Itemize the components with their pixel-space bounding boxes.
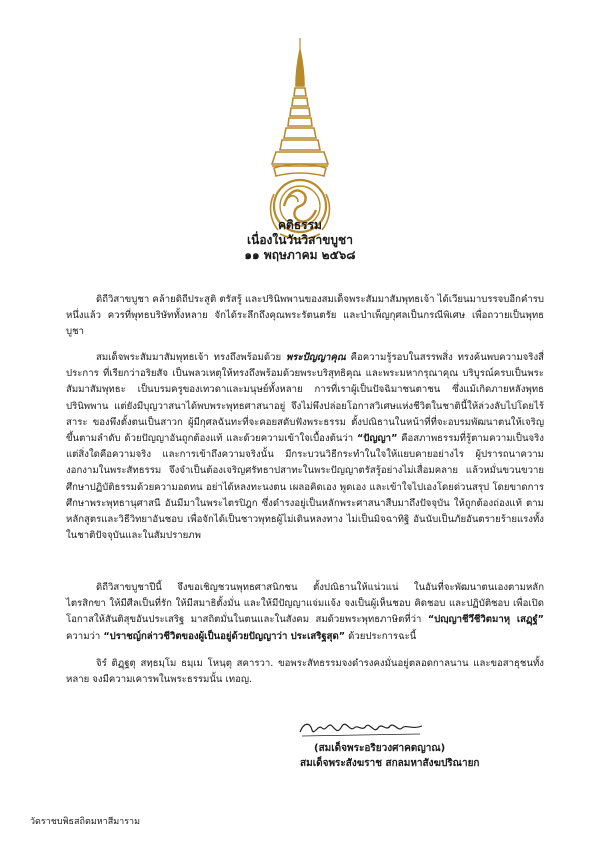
footer-note: วัดราชบพิธสถิตมหาสีมาราม <box>30 817 141 827</box>
paragraph-2-emphasis: พระปัญญาคุณ <box>285 352 346 363</box>
doc-subtitle: เนื่องในวันวิสาขบูชา <box>247 233 353 247</box>
paragraph-3-text-b: ความว่า <box>66 630 104 642</box>
paragraph-3-text-a: ดิถีวิสาขบูชาปีนี้ จึงขอเชิญชวนพุทธศาสนิกชน ตั้งปณิธานให้แน่วแน่ ในอันที่จะพัฒนาตนเองตามหลักไตรสิกขา ให้มีศีลเป็นที่รัก ให้มีสมาธิตั้งมั่น และให้มีปัญญาแจ่มแจ้ง จงเป็นผู้เห็นชอบ คิดชอบ และปฏิบัติชอบ เพื่อเปิดโอกาสให้สันติสุขอันประเสริฐ มาสถิตมั่นในตนและในสังคม สมด้วยพระพุทธภาษิตที่ว่า <box>66 582 544 626</box>
paragraph-4-text: จิรํ ติฏฺฐตุ สทฺธมฺโม ธมฺเม โหนฺตุ สคารวา. ขอพระสัทธรรมจงดำรงคงมั่นอยู่ตลอดกาลนาน และขอสาธุชนทั้งหลาย จงมีความเคารพในพระธรรมนั้น เทอญ. <box>66 658 544 686</box>
paragraph-3-quote-thai: “ปราชญ์กล่าวชีวิตของผู้เป็นอยู่ด้วยปัญญาว่า ประเสริฐสุด” <box>103 630 346 642</box>
paragraph-3-text-c: ด้วยประการฉะนี้ <box>345 630 417 642</box>
doc-date: ๑๑ พฤษภาคม ๒๕๖๘ <box>244 248 356 262</box>
paragraph-2 <box>66 350 544 544</box>
paragraph-2-text-c: คือสภาพธรรมที่รู้ตามความเป็นจริง แต่สิ่งใดคือความจริง และการเข้าถึงความจริงนั้น มีกระบวนวิธีกระทำในใจให้แยบคายอย่างไร ผู้ปรารถนาความงอกงามในพระสัทธรรม จึงจำเป็นต้องเจริญศรัทธาปสาทะในพระปัญญาตรัสรู้อย่างไม่เสื่อมคลาย แล้วหมั่นขวนขวายศึกษาปฏิบัติธรรมด้วยความอดทน อย่าได้หลงทะนงตน เผลอคิดเอง พูดเอง และเข้าใจไปเองโดยด่วนสรุป โดยขาดการศึกษาพระพุทธานุศาสนี อันมีมาในพระไตรปิฎก ซึ่งดำรงอยู่เป็นหลักพระศาสนาสืบมาถึงปัจจุบัน ให้ถูกต้องถ่องแท้ ตามหลักสูตรและวิธีวิทยาอันชอบ เพื่อจักได้เป็นชาวพุทธผู้ไม่เดินหลงทาง ไม่เป็นมิจฉาทิฐิ อันนับเป็นภัยอันตรายร้ายแรงทั้งในชาติปัจจุบันและในสัมปรายภพ <box>66 433 544 542</box>
paragraph-2-text-b: คือความรู้รอบในสรรพสิ่ง ทรงค้นพบความจริงสี่ประการ ที่เรียกว่าอริยสัจ เป็นพลวเหตุให้ทรงถึงพร้อมด้วยพระบริสุทธิคุณ และพระมหากรุณาคุณ บริบูรณ์ครบเป็นพระสัมมาสัมพุทธะ เป็นบรมครูของเทวดาและมนุษย์ทั้งหลาย การที่เราผู้เป็นปัจฉิมาชนตาชน ซึ่งแม้เกิดภายหลังพุทธปรินิพพาน แต่ยังมีบุญวาสนาได้พบพระพุทธศาสนาอยู่ จึงไม่พึงปล่อยโอกาสวิเศษแห่งชีวิตในชาตินี้ให้ล่วงลับไปโดยไร้สาระ ของพึงตั้งตนเป็นสาวก ผู้มีกุศลฉันทะที่จะคอยสดับฟังพระธรรม ตั้งปณิธานในหน้าที่ที่จะอบรมพัฒนาตนให้เจริญขึ้นตามลำดับ ด้วยปัญญาอันถูกต้องแท้ และด้วยความเข้าใจเบื้องต้นว่า <box>66 352 544 445</box>
paragraph-3-quote-pali: “ปญฺญาชีวึชีวิตมาหุ เสฏฺฐํ” <box>427 614 544 626</box>
signature-caption <box>300 741 560 771</box>
signature-name: (สมเด็จพระอริยวงศาคตญาณ) <box>314 743 446 754</box>
signature-title: สมเด็จพระสังฆราช สกลมหาสังฆปริณายก <box>300 758 480 769</box>
handwritten-signature <box>296 714 426 742</box>
paragraph-4 <box>66 656 544 688</box>
paragraph-1 <box>66 292 544 341</box>
paragraph-3 <box>66 580 544 645</box>
title-block <box>0 218 600 263</box>
paragraph-1-text: ดิถีวิสาขบูชา คล้ายดิถีประสูติ ตรัสรู้ และปรินิพพานของสมเด็จพระสัมมาสัมพุทธเจ้า ได้เวียนมาบรรจบอีกคำรบหนึ่งแล้ว ควรที่พุทธบริษัททั้งหลาย จักได้ระลึกถึงคุณพระรัตนตรัย และบำเพ็ญกุศลเป็นกรณีพิเศษ เพื่อถวายเป็นพุทธบูชา <box>66 294 544 338</box>
paragraph-2-quote: “ปัญญา” <box>356 433 398 445</box>
paragraph-2-text-a: สมเด็จพระสัมมาสัมพุทธเจ้า ทรงถึงพร้อมด้วย <box>96 352 286 363</box>
doc-title: คติธรรม <box>278 218 322 232</box>
